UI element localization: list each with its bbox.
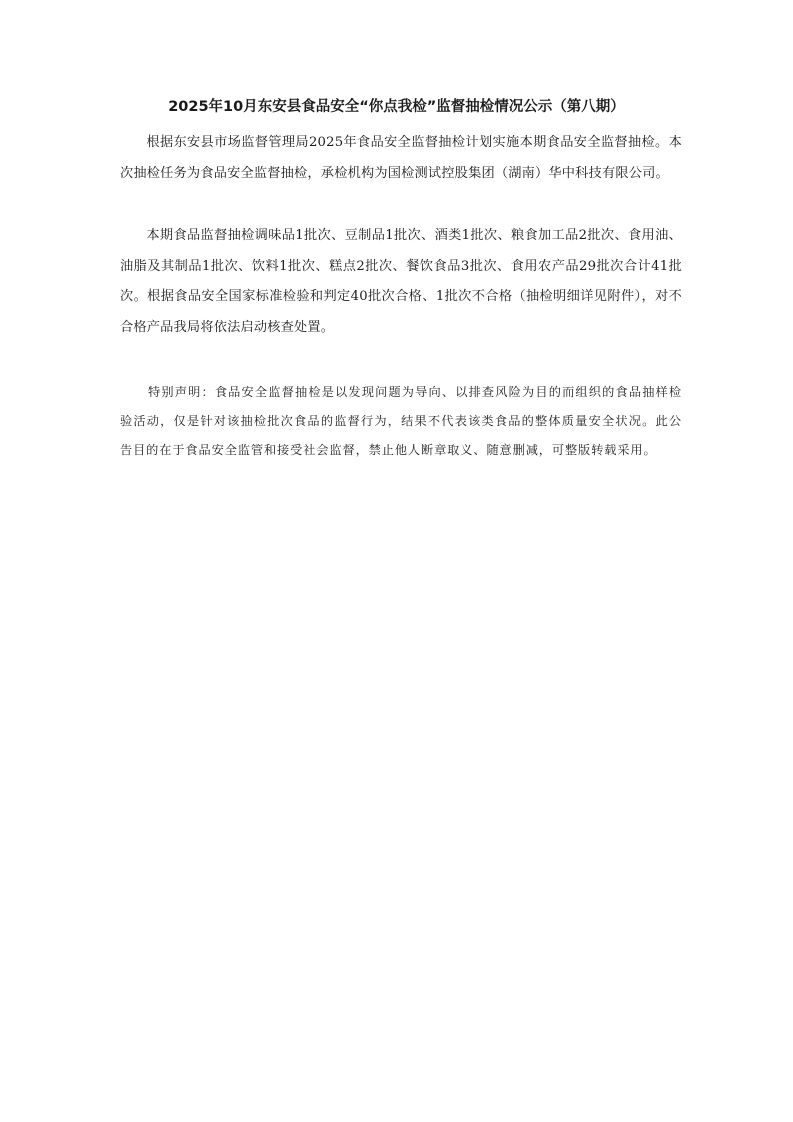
special-notice: 特别声明：食品安全监督抽检是以发现问题为导向、以排查风险为目的而组织的食品抽样检验活动，仅是针对该抽检批次食品的监督行为，结果不代表该类食品的整体质量安全状况。此公告目的在于食品安全监管和接受社会监督，禁止他人断章取义、随意删减，可整版转载采用。	[120, 385, 682, 457]
body-paragraph-2: 本期食品监督抽检调味品1批次、豆制品1批次、酒类1批次、粮食加工品2批次、食用油、油脂及其制品1批次、饮料1批次、糕点2批次、餐饮食品3批次、食用农产品29批次合计41批次。根据食品安全国家标准检验和判定40批次合格、1批次不合格（抽检明细详见附件），对不合格产品我局将依法启动核查处置。	[120, 228, 682, 335]
body-paragraph-1: 根据东安县市场监督管理局2025年食品安全监督抽检计划实施本期食品安全监督抽检。本次抽检任务为食品安全监督抽检，承检机构为国检测试控股集团（湖南）华中科技有限公司。	[120, 135, 682, 181]
document-title: 2025年10月东安县食品安全“你点我检”监督抽检情况公示（第八期）	[168, 99, 625, 115]
